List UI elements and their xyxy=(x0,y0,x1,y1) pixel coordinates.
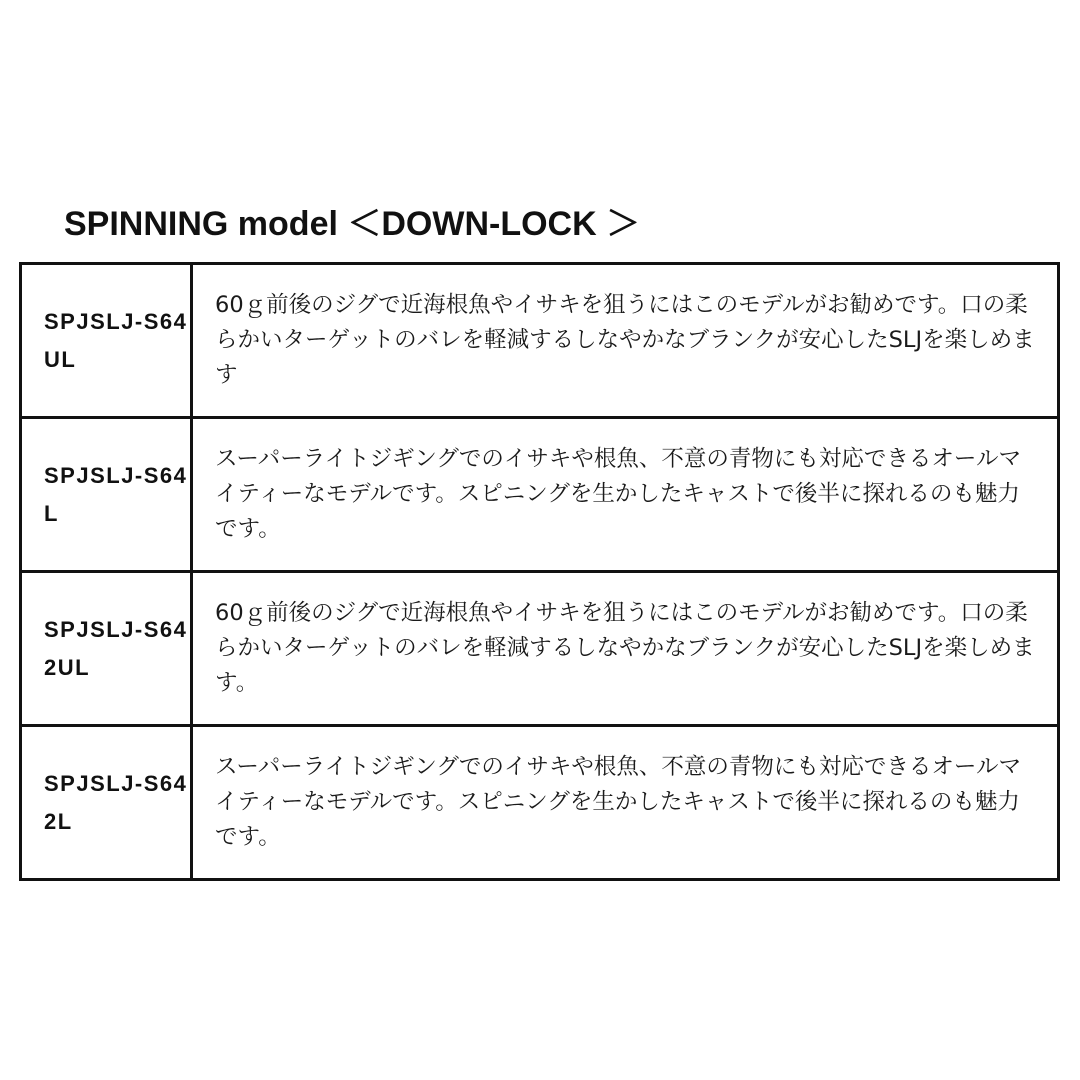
table-row xyxy=(21,264,1059,418)
table-row xyxy=(21,418,1059,572)
model-spec-table xyxy=(19,262,1060,881)
table-row xyxy=(21,726,1059,880)
model-description-cell: スーパーライトジギングでのイサキや根魚、不意の青物にも対応できるオールマイティーなモデルです。スピニングを生かしたキャストで後半に探れるのも魅力です。 xyxy=(192,418,1059,572)
model-description-cell: 60ｇ前後のジグで近海根魚やイサキを狙うにはこのモデルがお勧めです。口の柔らかいターゲットのバレを軽減するしなやかなブランクが安心したSLJを楽しめます xyxy=(192,264,1059,418)
model-name-cell: SPJSLJ-S642L xyxy=(21,726,192,880)
page-title: SPINNING model ＜DOWN-LOCK ＞ xyxy=(64,205,641,243)
model-name-cell: SPJSLJ-S64L xyxy=(21,418,192,572)
model-description-cell: 60ｇ前後のジグで近海根魚やイサキを狙うにはこのモデルがお勧めです。口の柔らかいターゲットのバレを軽減するしなやかなブランクが安心したSLJを楽しめます。 xyxy=(192,572,1059,726)
model-name-cell: SPJSLJ-S64UL xyxy=(21,264,192,418)
model-description-cell: スーパーライトジギングでのイサキや根魚、不意の青物にも対応できるオールマイティーなモデルです。スピニングを生かしたキャストで後半に探れるのも魅力です。 xyxy=(192,726,1059,880)
model-name-cell: SPJSLJ-S642UL xyxy=(21,572,192,726)
table-row xyxy=(21,572,1059,726)
